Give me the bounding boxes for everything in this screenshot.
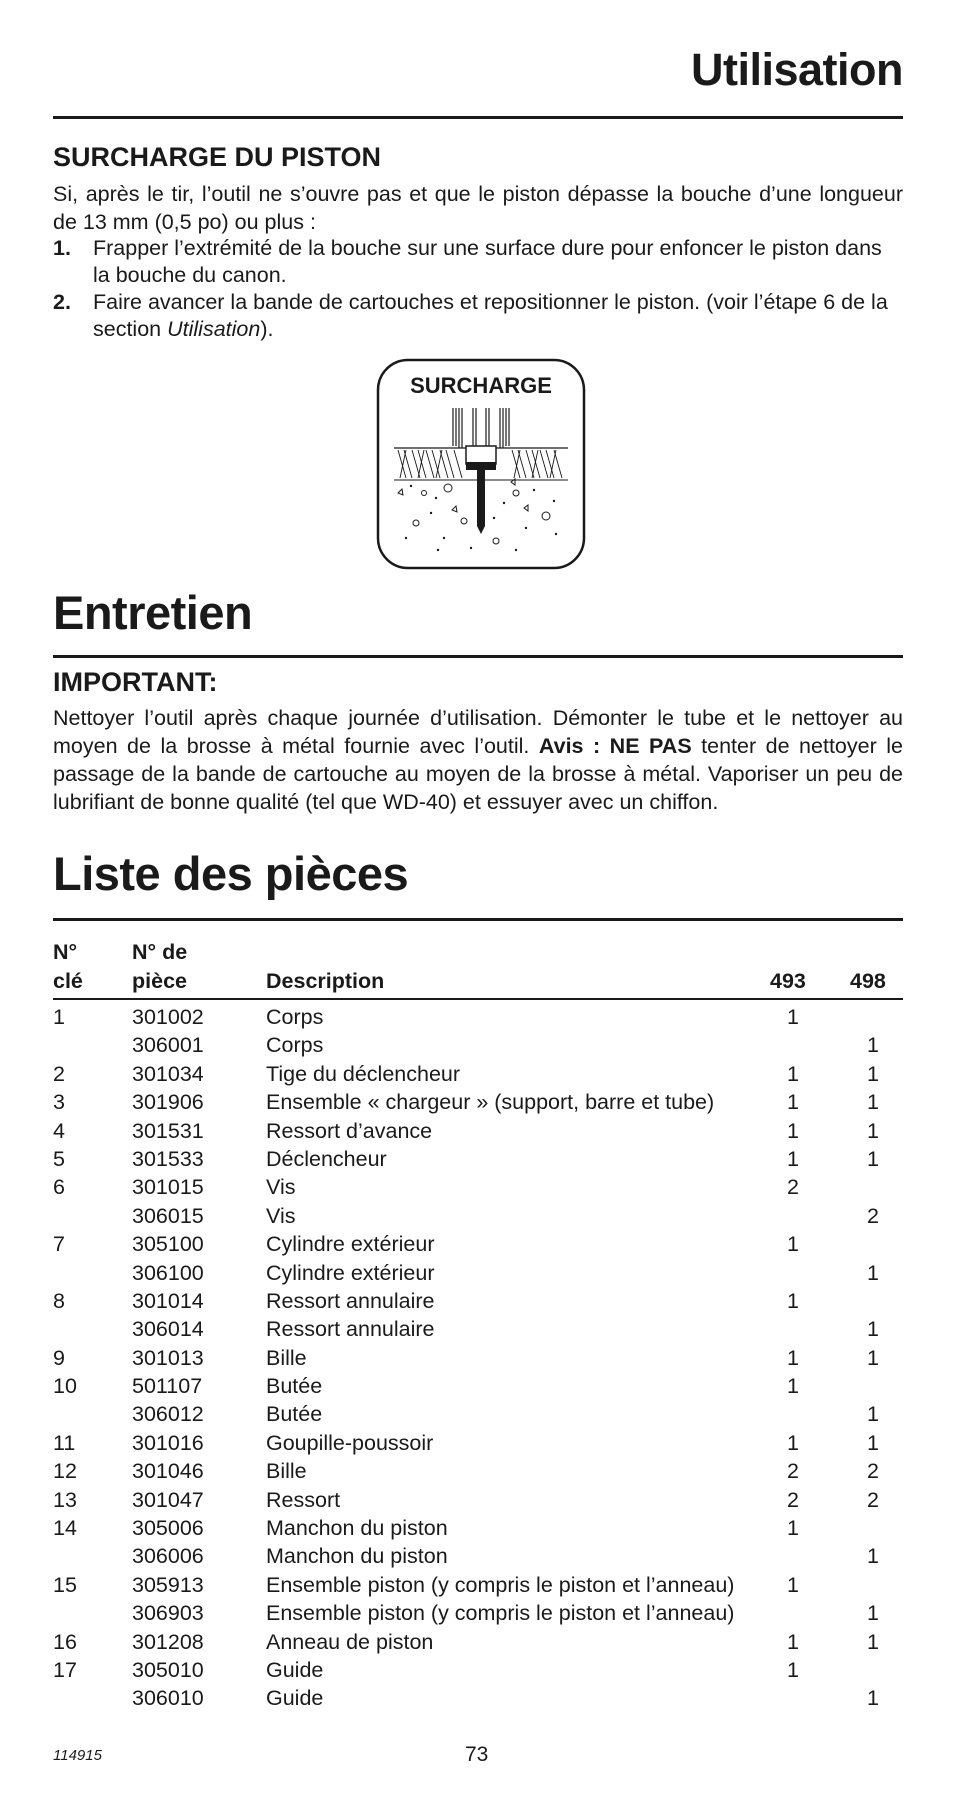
cell-part-number: 301002 bbox=[132, 1005, 204, 1029]
cell-description: Ensemble piston (y compris le piston et l’anneau) bbox=[266, 1572, 735, 1597]
cell-qty-498: 2 bbox=[867, 1203, 879, 1228]
cell-part-number: 301014 bbox=[132, 1288, 204, 1313]
table-row bbox=[53, 1003, 903, 1031]
cell-qty-493: 1 bbox=[787, 1657, 799, 1682]
cell-key: 3 bbox=[53, 1090, 65, 1115]
figure-label: SURCHARGE bbox=[410, 373, 552, 398]
cell-part-number: 306015 bbox=[132, 1203, 204, 1228]
cell-part-number: 305913 bbox=[132, 1572, 204, 1597]
cell-description: Guide bbox=[266, 1686, 324, 1711]
step-text: Faire avancer la bande de cartouches et repositionner le piston. (voir l’étape 6 de la section Utilisation). bbox=[93, 290, 888, 341]
cell-qty-498: 1 bbox=[867, 1061, 879, 1086]
header-col-498: 498 bbox=[850, 969, 886, 993]
cell-description: Vis bbox=[266, 1175, 296, 1200]
table-row bbox=[53, 1429, 903, 1457]
table-row bbox=[53, 1315, 903, 1343]
cell-description: Tige du déclencheur bbox=[266, 1061, 461, 1086]
cell-part-number: 501107 bbox=[132, 1374, 203, 1399]
cell-key: 11 bbox=[53, 1430, 76, 1455]
cell-qty-498: 1 bbox=[867, 1402, 879, 1427]
page-number: 73 bbox=[465, 1743, 489, 1766]
cell-key: 7 bbox=[53, 1232, 65, 1257]
cell-part-number: 301047 bbox=[132, 1487, 204, 1512]
cell-part-number: 306100 bbox=[132, 1260, 204, 1285]
cell-description: Manchon du piston bbox=[266, 1544, 448, 1569]
cell-part-number: 301034 bbox=[132, 1061, 204, 1086]
table-row bbox=[53, 1344, 903, 1372]
cell-part-number: 306010 bbox=[132, 1686, 204, 1711]
table-row bbox=[53, 1400, 903, 1428]
header-col-493: 493 bbox=[770, 969, 806, 993]
step-item bbox=[53, 289, 903, 343]
cell-description: Ressort annulaire bbox=[266, 1317, 435, 1342]
parts-table-body bbox=[53, 1000, 903, 1713]
cell-part-number: 306006 bbox=[132, 1544, 204, 1569]
cell-part-number: 305010 bbox=[132, 1657, 204, 1682]
cell-part-number: 305100 bbox=[132, 1232, 204, 1257]
table-row bbox=[53, 1628, 903, 1656]
cell-description: Cylindre extérieur bbox=[266, 1260, 435, 1285]
cell-key: 15 bbox=[53, 1572, 77, 1597]
cell-part-number: 301015 bbox=[132, 1175, 204, 1200]
cell-description: Vis bbox=[266, 1203, 296, 1228]
cell-part-number: 301016 bbox=[132, 1430, 204, 1455]
parts-title: Liste des pièces bbox=[53, 847, 409, 900]
cell-qty-493: 1 bbox=[787, 1061, 799, 1086]
overload-illustration bbox=[376, 358, 586, 570]
cell-description: Goupille-poussoir bbox=[266, 1430, 434, 1455]
cell-qty-498: 1 bbox=[867, 1430, 879, 1455]
cell-key: 13 bbox=[53, 1487, 77, 1512]
cell-description: Bille bbox=[266, 1459, 307, 1484]
table-row bbox=[53, 1173, 903, 1201]
cell-part-number: 301046 bbox=[132, 1459, 204, 1484]
maintenance-divider bbox=[53, 655, 903, 658]
cell-description: Corps bbox=[266, 1005, 324, 1029]
maintenance-title: Entretien bbox=[53, 586, 253, 639]
table-row bbox=[53, 1117, 903, 1145]
cell-description: Ressort bbox=[266, 1487, 341, 1512]
cell-qty-493: 1 bbox=[787, 1374, 799, 1399]
cell-qty-498: 1 bbox=[867, 1118, 879, 1143]
cell-part-number: 306001 bbox=[132, 1033, 204, 1058]
cell-description: Butée bbox=[266, 1374, 323, 1399]
cell-qty-493: 2 bbox=[787, 1459, 799, 1484]
cell-qty-493: 1 bbox=[787, 1430, 799, 1455]
cell-key: 2 bbox=[53, 1061, 65, 1086]
cell-qty-498: 1 bbox=[867, 1544, 879, 1569]
cell-qty-498: 2 bbox=[867, 1459, 879, 1484]
table-row bbox=[53, 1088, 903, 1116]
cell-part-number: 301013 bbox=[132, 1345, 204, 1370]
cell-part-number: 301533 bbox=[132, 1146, 204, 1171]
header-divider bbox=[53, 116, 903, 119]
cell-description: Butée bbox=[266, 1402, 323, 1427]
table-row bbox=[53, 1684, 903, 1712]
cell-qty-498: 1 bbox=[867, 1686, 879, 1711]
overload-intro: Si, après le tir, l’outil ne s’ouvre pas et que le piston dépasse la bouche d’une longueur de 13 mm (0,5 po) ou plus : bbox=[53, 182, 903, 234]
maintenance-text: Nettoyer l’outil après chaque journée d’utilisation. Démonter le tube et le nettoyer au moyen de la brosse à métal fournie avec l’outil. Avis : NE PAS tenter de nettoyer le passage de la bande de cartouche au moyen de la brosse à métal. Vaporiser un peu de lubrifiant de bonne qualité (tel que WD-40) et essuyer avec un chiffon. bbox=[53, 706, 903, 814]
cell-qty-493: 1 bbox=[787, 1232, 799, 1257]
table-row bbox=[53, 1259, 903, 1287]
table-row bbox=[53, 1145, 903, 1173]
cell-part-number: 305006 bbox=[132, 1516, 204, 1541]
cell-qty-498: 1 bbox=[867, 1033, 879, 1058]
page-header-title: Utilisation bbox=[690, 44, 903, 95]
cell-key: 16 bbox=[53, 1629, 77, 1654]
cell-qty-493: 1 bbox=[787, 1118, 799, 1143]
cell-key: 5 bbox=[53, 1146, 65, 1171]
cell-qty-493: 1 bbox=[787, 1629, 799, 1654]
cell-description: Ensemble « chargeur » (support, barre et tube) bbox=[266, 1090, 715, 1115]
cell-qty-493: 1 bbox=[787, 1146, 799, 1171]
cell-description: Cylindre extérieur bbox=[266, 1232, 435, 1257]
cell-part-number: 306903 bbox=[132, 1601, 204, 1626]
cell-qty-498: 1 bbox=[867, 1146, 879, 1171]
cell-description: Ressort annulaire bbox=[266, 1288, 435, 1313]
cell-key: 8 bbox=[53, 1288, 65, 1313]
maintenance-warning: Avis : NE PAS bbox=[538, 734, 692, 758]
table-row bbox=[53, 1542, 903, 1570]
table-row bbox=[53, 1571, 903, 1599]
step-italic-ref: Utilisation bbox=[167, 317, 261, 341]
cell-part-number: 306012 bbox=[132, 1402, 204, 1427]
cell-qty-498: 1 bbox=[867, 1601, 879, 1626]
overload-steps bbox=[53, 235, 903, 343]
cell-qty-493: 2 bbox=[787, 1487, 799, 1512]
cell-description: Ressort d’avance bbox=[266, 1118, 433, 1143]
step-number: 1. bbox=[53, 236, 71, 260]
table-row bbox=[53, 1202, 903, 1230]
cell-description: Corps bbox=[266, 1033, 324, 1058]
cell-key: 9 bbox=[53, 1345, 65, 1370]
cell-part-number: 301208 bbox=[132, 1629, 204, 1654]
cell-key: 10 bbox=[53, 1374, 77, 1399]
cell-part-number: 301906 bbox=[132, 1090, 204, 1115]
cell-qty-498: 2 bbox=[867, 1487, 879, 1512]
table-row bbox=[53, 1230, 903, 1258]
table-row bbox=[53, 1599, 903, 1627]
cell-part-number: 306014 bbox=[132, 1317, 204, 1342]
table-row bbox=[53, 1486, 903, 1514]
maintenance-heading: IMPORTANT: bbox=[53, 667, 218, 697]
step-text: Frapper l’extrémité de la bouche sur une surface dure pour enfoncer le piston dans la bouche du canon. bbox=[93, 236, 882, 287]
cell-key: 12 bbox=[53, 1459, 77, 1484]
step-item bbox=[53, 235, 903, 289]
cell-qty-498: 1 bbox=[867, 1090, 879, 1115]
header-part-number: N° de pièce bbox=[132, 940, 188, 993]
table-row bbox=[53, 1060, 903, 1088]
header-description: Description bbox=[266, 969, 385, 993]
overload-heading: SURCHARGE DU PISTON bbox=[53, 142, 382, 172]
parts-divider bbox=[53, 918, 903, 921]
cell-key: 1 bbox=[53, 1005, 65, 1029]
parts-table bbox=[53, 930, 903, 1713]
table-row bbox=[53, 1287, 903, 1315]
cell-qty-493: 1 bbox=[787, 1090, 799, 1115]
parts-table-header bbox=[53, 930, 903, 998]
cell-key: 14 bbox=[53, 1516, 77, 1541]
cell-qty-498: 1 bbox=[867, 1260, 879, 1285]
cell-qty-493: 1 bbox=[787, 1005, 799, 1029]
cell-description: Anneau de piston bbox=[266, 1629, 434, 1654]
cell-part-number: 301531 bbox=[132, 1118, 204, 1143]
cell-qty-493: 1 bbox=[787, 1288, 799, 1313]
cell-qty-493: 1 bbox=[787, 1516, 799, 1541]
cell-description: Manchon du piston bbox=[266, 1516, 448, 1541]
table-row bbox=[53, 1031, 903, 1059]
cell-description: Déclencheur bbox=[266, 1146, 387, 1171]
header-key: N° clé bbox=[53, 940, 83, 993]
document-code: 114915 bbox=[53, 1747, 102, 1764]
table-row bbox=[53, 1457, 903, 1485]
cell-key: 17 bbox=[53, 1657, 77, 1682]
cell-description: Ensemble piston (y compris le piston et l’anneau) bbox=[266, 1601, 735, 1626]
step-number: 2. bbox=[53, 290, 71, 314]
cell-qty-493: 1 bbox=[787, 1572, 799, 1597]
cell-qty-493: 2 bbox=[787, 1175, 799, 1200]
cell-qty-498: 1 bbox=[867, 1317, 879, 1342]
cell-qty-498: 1 bbox=[867, 1345, 879, 1370]
cell-key: 6 bbox=[53, 1175, 65, 1200]
cell-qty-498: 1 bbox=[867, 1629, 879, 1654]
cell-description: Bille bbox=[266, 1345, 307, 1370]
cell-key: 4 bbox=[53, 1118, 65, 1143]
table-row bbox=[53, 1514, 903, 1542]
table-row bbox=[53, 1372, 903, 1400]
table-row bbox=[53, 1656, 903, 1684]
cell-description: Guide bbox=[266, 1657, 324, 1682]
cell-qty-493: 1 bbox=[787, 1345, 799, 1370]
